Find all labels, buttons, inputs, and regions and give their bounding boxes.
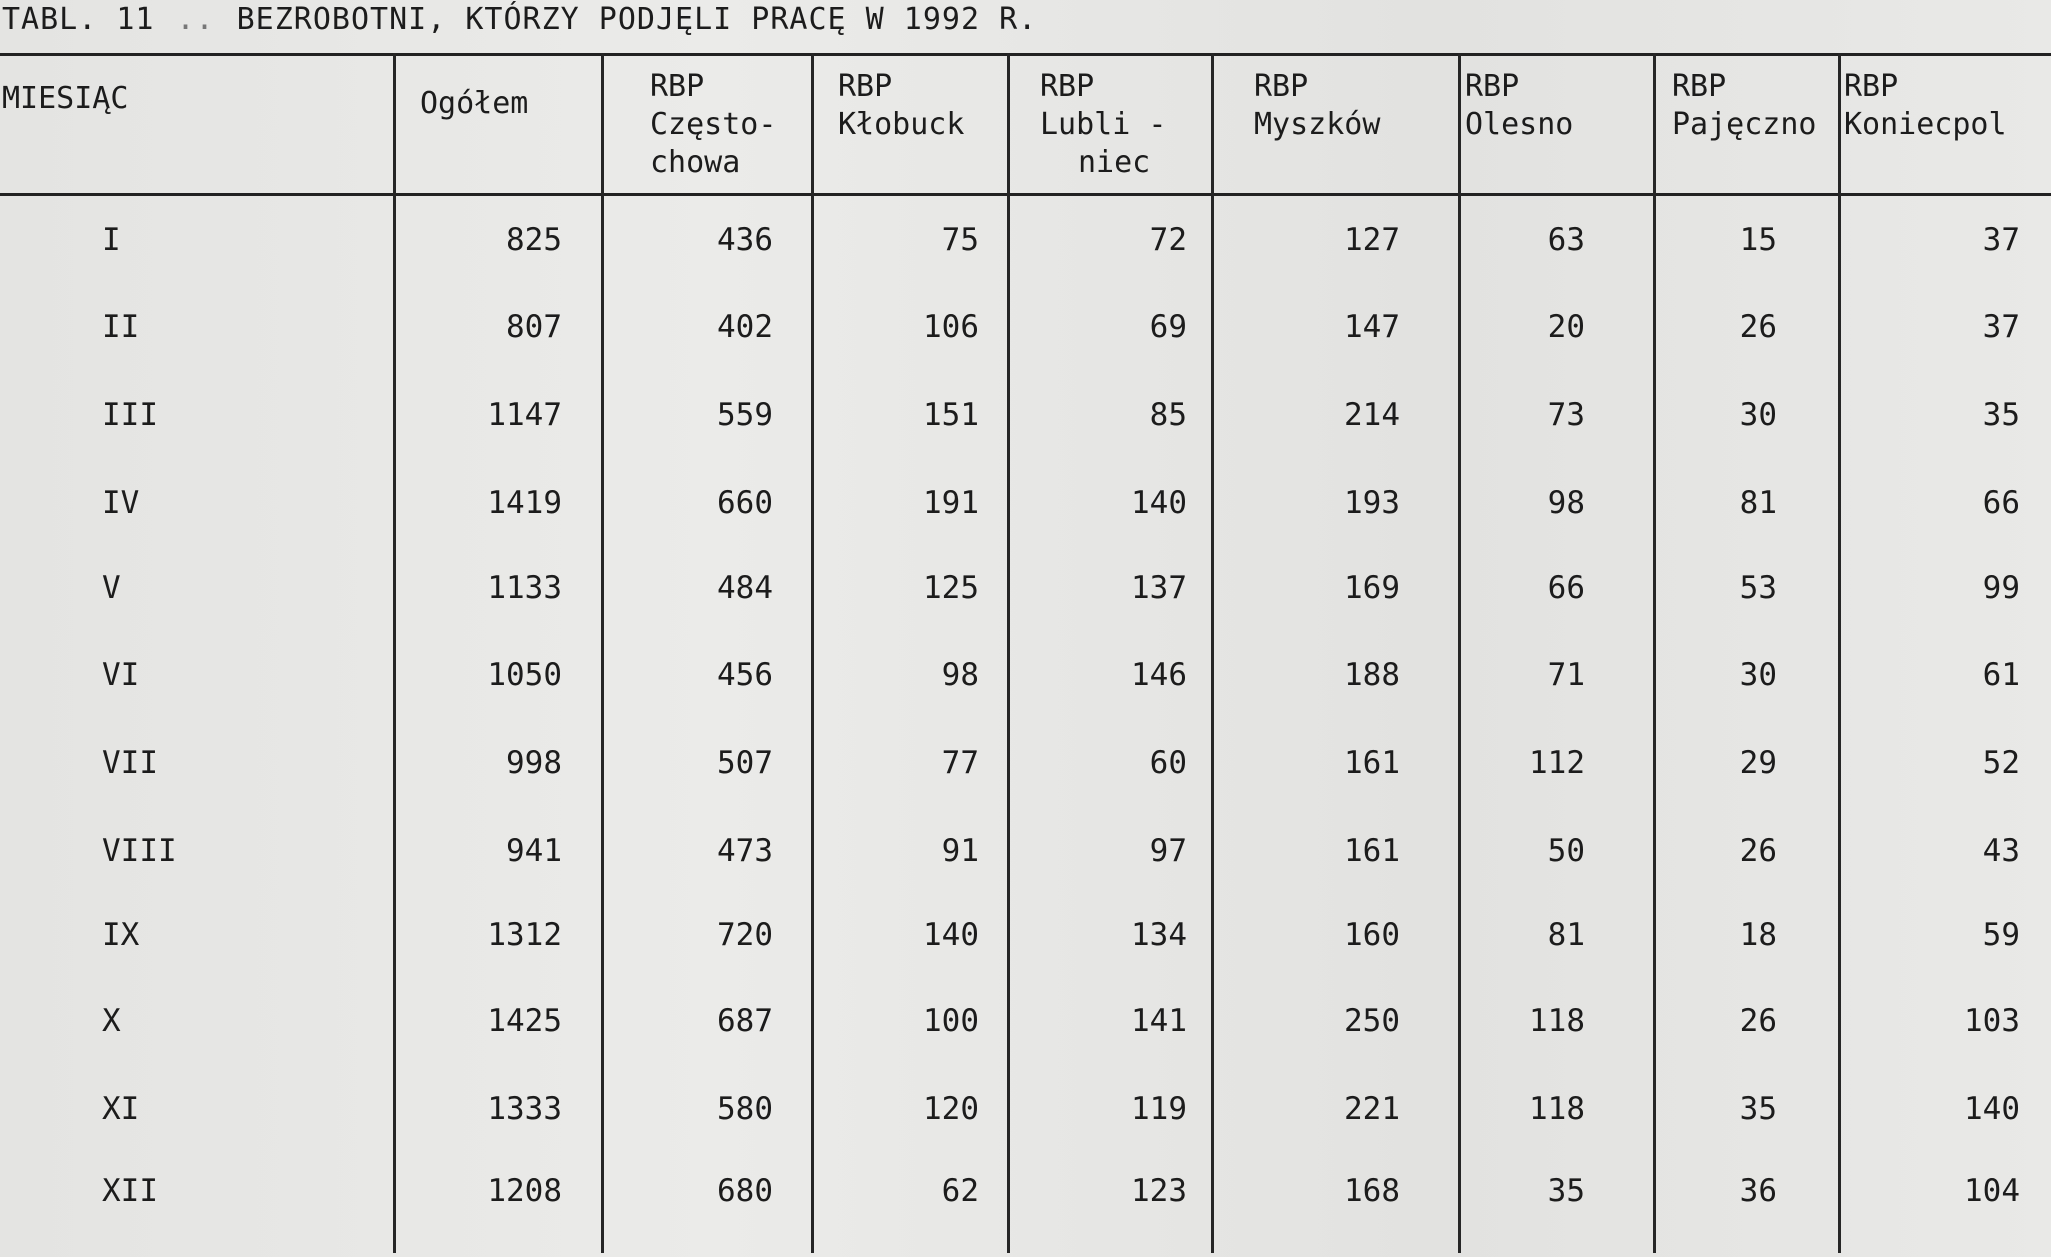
- cell-lubliniec: 134: [1131, 917, 1187, 953]
- column-divider: [1838, 53, 1841, 1253]
- cell-pajeczno: 15: [1739, 222, 1777, 258]
- cell-klobuck: 120: [923, 1091, 979, 1127]
- cell-lubliniec: 119: [1131, 1091, 1187, 1127]
- header-line: RBP: [1040, 69, 1095, 104]
- cell-myszkow: 188: [1344, 657, 1400, 693]
- cell-czestochowa: 687: [717, 1003, 773, 1039]
- cell-koniecpol: 99: [1982, 570, 2020, 606]
- header-klobuck: [838, 68, 964, 144]
- cell-koniecpol: 35: [1982, 397, 2020, 433]
- cell-ogolem: 1050: [487, 657, 562, 693]
- cell-klobuck: 62: [941, 1173, 979, 1209]
- cell-myszkow: 160: [1344, 917, 1400, 953]
- cell-koniecpol: 140: [1964, 1091, 2020, 1127]
- cell-olesno: 71: [1547, 657, 1585, 693]
- cell-pajeczno: 26: [1739, 833, 1777, 869]
- cell-koniecpol: 104: [1964, 1173, 2020, 1209]
- header-line: Myszków: [1254, 107, 1381, 142]
- header-olesno: [1465, 68, 1573, 144]
- cell-koniecpol: 66: [1982, 485, 2020, 521]
- cell-lubliniec: 123: [1131, 1173, 1187, 1209]
- cell-pajeczno: 18: [1739, 917, 1777, 953]
- row-month-label: II: [102, 309, 140, 345]
- cell-czestochowa: 559: [717, 397, 773, 433]
- cell-olesno: 98: [1547, 485, 1585, 521]
- cell-ogolem: 1333: [487, 1091, 562, 1127]
- cell-czestochowa: 456: [717, 657, 773, 693]
- cell-koniecpol: 61: [1982, 657, 2020, 693]
- cell-pajeczno: 29: [1739, 745, 1777, 781]
- column-divider: [811, 53, 814, 1253]
- header-line: RBP: [1844, 69, 1899, 104]
- cell-koniecpol: 103: [1964, 1003, 2020, 1039]
- cell-koniecpol: 37: [1982, 222, 2020, 258]
- cell-klobuck: 151: [923, 397, 979, 433]
- cell-myszkow: 169: [1344, 570, 1400, 606]
- header-line: Pajęczno: [1672, 107, 1817, 142]
- cell-czestochowa: 436: [717, 222, 773, 258]
- cell-lubliniec: 60: [1149, 745, 1187, 781]
- cell-lubliniec: 69: [1149, 309, 1187, 345]
- header-line: Olesno: [1465, 107, 1574, 142]
- cell-klobuck: 91: [941, 833, 979, 869]
- cell-myszkow: 147: [1344, 309, 1400, 345]
- row-month-label: IX: [102, 917, 140, 953]
- header-miesiac: [2, 80, 128, 118]
- scan-mark: ..: [176, 2, 215, 37]
- row-month-label: VII: [102, 745, 158, 781]
- header-line: RBP: [1465, 69, 1520, 104]
- header-pajeczno: [1672, 68, 1817, 144]
- cell-lubliniec: 141: [1131, 1003, 1187, 1039]
- cell-klobuck: 106: [923, 309, 979, 345]
- header-line: Kłobuck: [838, 107, 965, 142]
- header-czestochowa: [650, 68, 776, 182]
- cell-lubliniec: 146: [1131, 657, 1187, 693]
- cell-olesno: 63: [1547, 222, 1585, 258]
- table-number: TABL. 11: [2, 2, 155, 37]
- cell-klobuck: 100: [923, 1003, 979, 1039]
- cell-czestochowa: 660: [717, 485, 773, 521]
- cell-klobuck: 140: [923, 917, 979, 953]
- cell-olesno: 50: [1547, 833, 1585, 869]
- cell-czestochowa: 720: [717, 917, 773, 953]
- cell-czestochowa: 507: [717, 745, 773, 781]
- cell-koniecpol: 43: [1982, 833, 2020, 869]
- cell-pajeczno: 26: [1739, 1003, 1777, 1039]
- cell-koniecpol: 37: [1982, 309, 2020, 345]
- cell-olesno: 118: [1529, 1091, 1585, 1127]
- cell-koniecpol: 59: [1982, 917, 2020, 953]
- cell-myszkow: 250: [1344, 1003, 1400, 1039]
- cell-myszkow: 161: [1344, 745, 1400, 781]
- row-month-label: X: [102, 1003, 121, 1039]
- header-line: RBP: [1254, 69, 1309, 104]
- table-header-rule: [0, 193, 2051, 196]
- cell-czestochowa: 484: [717, 570, 773, 606]
- cell-ogolem: 1208: [487, 1173, 562, 1209]
- cell-ogolem: 1133: [487, 570, 562, 606]
- header-myszkow: [1254, 68, 1380, 144]
- column-divider: [601, 53, 604, 1253]
- column-divider: [1653, 53, 1656, 1253]
- cell-lubliniec: 137: [1131, 570, 1187, 606]
- cell-klobuck: 75: [941, 222, 979, 258]
- row-month-label: III: [102, 397, 158, 433]
- cell-pajeczno: 35: [1739, 1091, 1777, 1127]
- row-month-label: I: [102, 222, 121, 258]
- header-line: RBP: [838, 69, 893, 104]
- cell-myszkow: 221: [1344, 1091, 1400, 1127]
- cell-czestochowa: 473: [717, 833, 773, 869]
- column-divider: [1458, 53, 1461, 1253]
- cell-czestochowa: 402: [717, 309, 773, 345]
- cell-klobuck: 191: [923, 485, 979, 521]
- header-line: Lubli -: [1040, 107, 1167, 142]
- column-divider: [1211, 53, 1214, 1253]
- cell-lubliniec: 97: [1149, 833, 1187, 869]
- cell-czestochowa: 680: [717, 1173, 773, 1209]
- column-divider: [393, 53, 396, 1253]
- cell-lubliniec: 72: [1149, 222, 1187, 258]
- cell-ogolem: 941: [506, 833, 562, 869]
- table-title: [2, 2, 1037, 37]
- row-month-label: V: [102, 570, 121, 606]
- cell-pajeczno: 36: [1739, 1173, 1777, 1209]
- header-line: Często-: [650, 107, 777, 142]
- cell-ogolem: 807: [506, 309, 562, 345]
- header-line: RBP: [1672, 69, 1727, 104]
- cell-pajeczno: 81: [1739, 485, 1777, 521]
- row-month-label: XII: [102, 1173, 158, 1209]
- cell-klobuck: 77: [941, 745, 979, 781]
- cell-myszkow: 168: [1344, 1173, 1400, 1209]
- cell-ogolem: 1147: [487, 397, 562, 433]
- row-month-label: VI: [102, 657, 140, 693]
- cell-olesno: 73: [1547, 397, 1585, 433]
- cell-klobuck: 125: [923, 570, 979, 606]
- header-line: Koniecpol: [1844, 107, 2007, 142]
- cell-olesno: 20: [1547, 309, 1585, 345]
- cell-ogolem: 825: [506, 222, 562, 258]
- cell-pajeczno: 53: [1739, 570, 1777, 606]
- cell-koniecpol: 52: [1982, 745, 2020, 781]
- header-line: niec: [1078, 145, 1151, 180]
- cell-myszkow: 161: [1344, 833, 1400, 869]
- cell-klobuck: 98: [941, 657, 979, 693]
- header-koniecpol: [1844, 68, 2007, 144]
- cell-ogolem: 1425: [487, 1003, 562, 1039]
- header-lubliniec: [1040, 68, 1166, 182]
- header-line: chowa: [650, 145, 741, 180]
- row-month-label: VIII: [102, 833, 177, 869]
- cell-lubliniec: 140: [1131, 485, 1187, 521]
- cell-olesno: 112: [1529, 745, 1585, 781]
- cell-olesno: 35: [1547, 1173, 1585, 1209]
- header-line: MIESIĄC: [2, 81, 129, 116]
- column-divider: [1007, 53, 1010, 1253]
- cell-myszkow: 193: [1344, 485, 1400, 521]
- header-line: Ogółem: [420, 86, 529, 121]
- cell-ogolem: 998: [506, 745, 562, 781]
- cell-myszkow: 214: [1344, 397, 1400, 433]
- cell-myszkow: 127: [1344, 222, 1400, 258]
- cell-olesno: 66: [1547, 570, 1585, 606]
- cell-lubliniec: 85: [1149, 397, 1187, 433]
- cell-olesno: 81: [1547, 917, 1585, 953]
- cell-pajeczno: 30: [1739, 397, 1777, 433]
- cell-pajeczno: 30: [1739, 657, 1777, 693]
- header-ogolem: [420, 85, 528, 123]
- cell-pajeczno: 26: [1739, 309, 1777, 345]
- table-top-rule: [0, 53, 2051, 56]
- header-line: RBP: [650, 69, 705, 104]
- cell-ogolem: 1419: [487, 485, 562, 521]
- cell-czestochowa: 580: [717, 1091, 773, 1127]
- cell-olesno: 118: [1529, 1003, 1585, 1039]
- cell-ogolem: 1312: [487, 917, 562, 953]
- row-month-label: XI: [102, 1091, 140, 1127]
- table-title-text: BEZROBOTNI, KTÓRZY PODJĘLI PRACĘ W 1992 R.: [236, 2, 1038, 37]
- row-month-label: IV: [102, 485, 140, 521]
